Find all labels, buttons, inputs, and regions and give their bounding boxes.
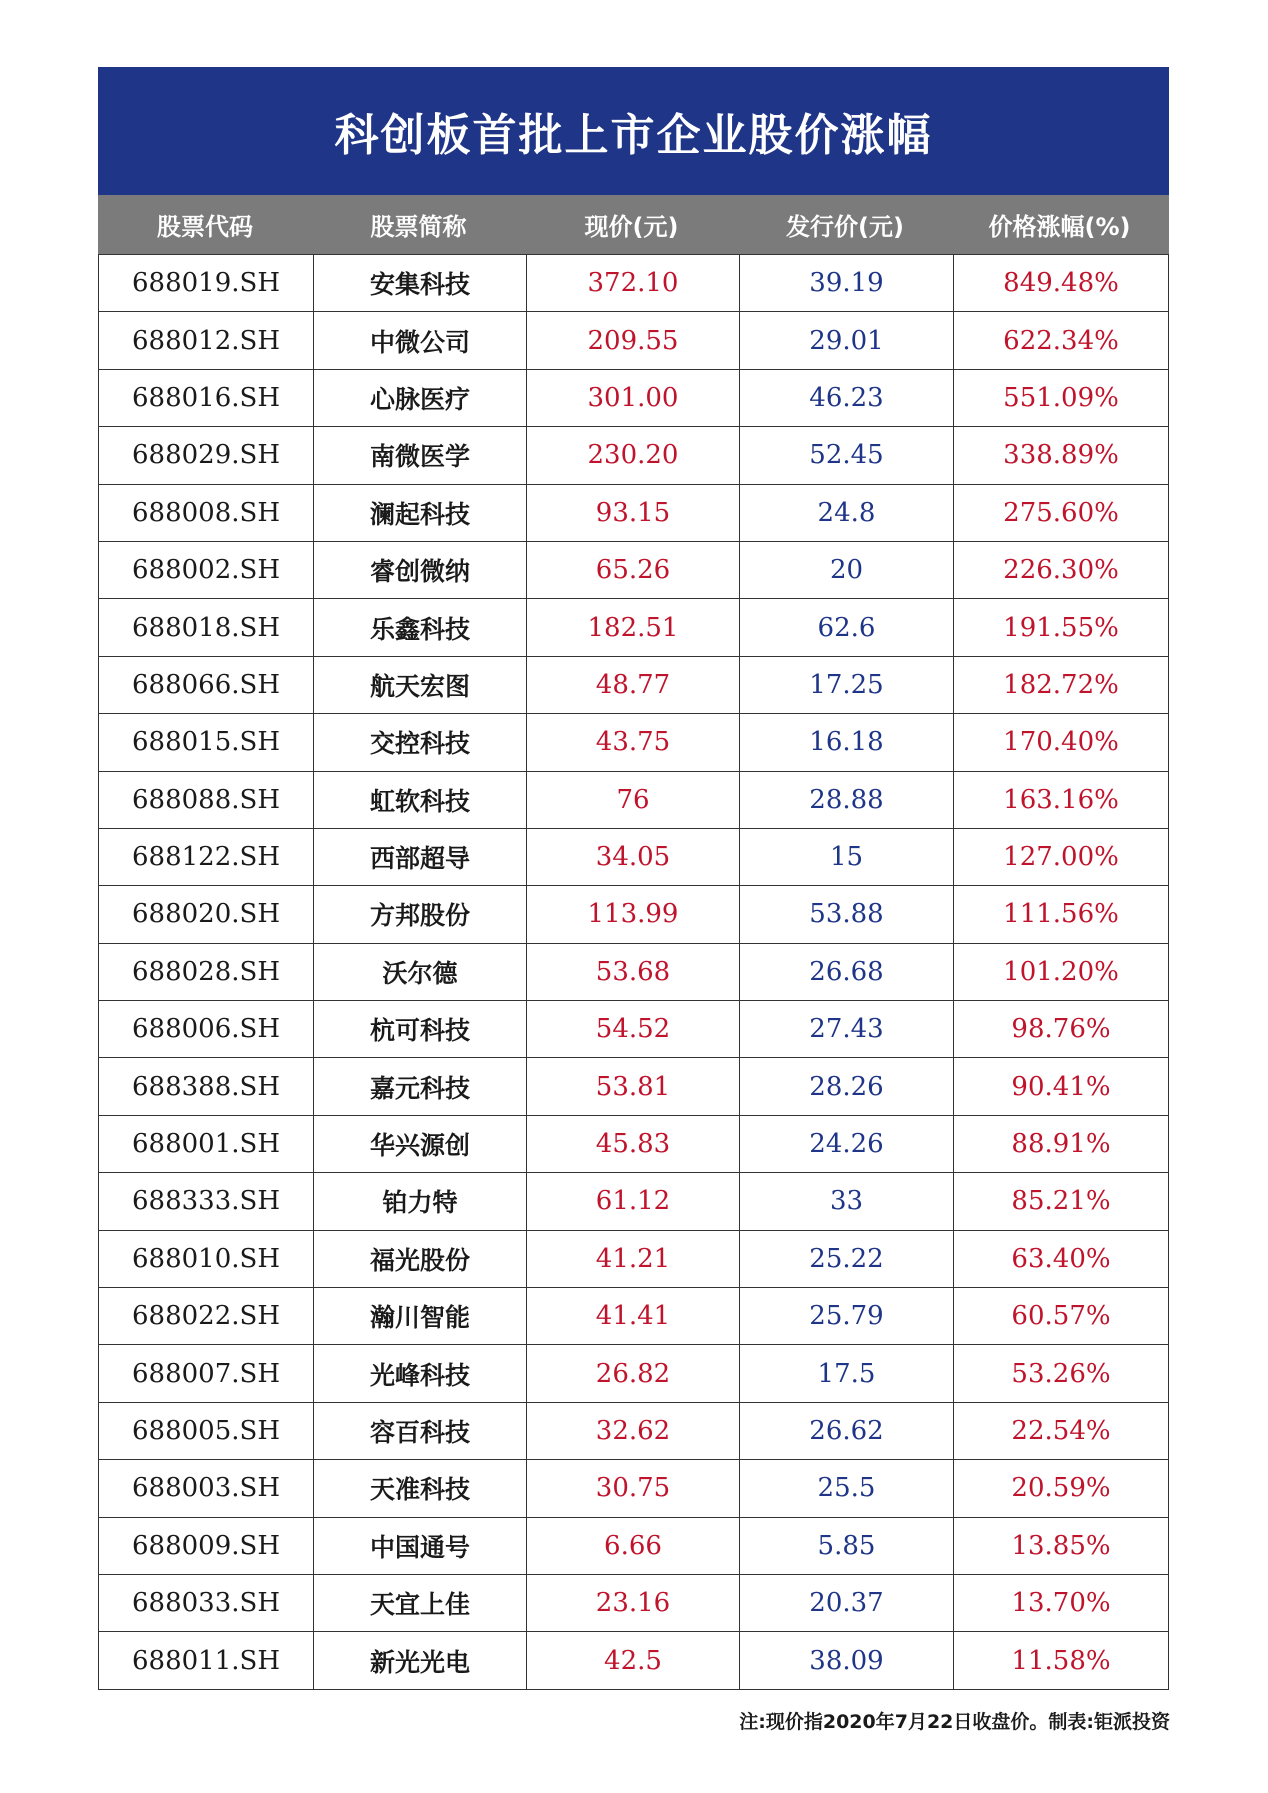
stock-name-cell: 天准科技 <box>313 1460 526 1516</box>
stock-name-cell: 嘉元科技 <box>313 1058 526 1114</box>
stock-name-cell: 新光光电 <box>313 1632 526 1688</box>
stock-code-cell: 688388.SH <box>131 1071 280 1102</box>
issue-price-cell: 24.26 <box>739 1116 953 1172</box>
stock-code-cell: 688012.SH <box>131 325 280 356</box>
stock-name-cell: 安集科技 <box>313 255 526 311</box>
table-title: 科创板首批上市企业股价涨幅 <box>98 67 1169 195</box>
issue-price-cell: 52.45 <box>739 427 953 483</box>
stock-name-cell: 铂力特 <box>313 1173 526 1229</box>
stock-code-cell: 688028.SH <box>131 956 280 987</box>
stock-name-cell: 天宜上佳 <box>313 1575 526 1631</box>
current-price-cell: 26.82 <box>526 1345 739 1401</box>
stock-name-cell: 睿创微纳 <box>313 542 526 598</box>
stock-code-cell: 688033.SH <box>131 1588 280 1619</box>
current-price-cell: 65.26 <box>526 542 739 598</box>
current-price-cell: 301.00 <box>526 370 739 426</box>
stock-code-cell: 688003.SH <box>131 1473 280 1504</box>
current-price-cell: 93.15 <box>526 485 739 541</box>
table-row <box>99 254 1168 311</box>
price-change-cell: 191.55% <box>953 599 1168 655</box>
table-row <box>99 426 1168 483</box>
table-body <box>98 254 1169 1690</box>
table-row <box>99 1000 1168 1057</box>
table-row <box>99 1574 1168 1631</box>
current-price-cell: 42.5 <box>526 1632 739 1688</box>
price-change-cell: 182.72% <box>953 657 1168 713</box>
header-name: 股票简称 <box>370 213 467 241</box>
price-change-cell: 98.76% <box>953 1001 1168 1057</box>
issue-price-cell: 29.01 <box>739 312 953 368</box>
current-price-cell: 209.55 <box>526 312 739 368</box>
table-row <box>99 541 1168 598</box>
price-change-cell: 20.59% <box>953 1460 1168 1516</box>
current-price-cell: 30.75 <box>526 1460 739 1516</box>
stock-code-cell: 688010.SH <box>131 1243 280 1274</box>
table-row <box>99 1402 1168 1459</box>
issue-price-cell: 16.18 <box>739 714 953 770</box>
issue-price-cell: 17.25 <box>739 657 953 713</box>
price-change-cell: 163.16% <box>953 772 1168 828</box>
issue-price-cell: 5.85 <box>739 1518 953 1574</box>
table-row <box>99 311 1168 368</box>
table-row <box>99 1115 1168 1172</box>
price-change-cell: 88.91% <box>953 1116 1168 1172</box>
issue-price-cell: 15 <box>739 829 953 885</box>
price-change-cell: 63.40% <box>953 1231 1168 1287</box>
issue-price-cell: 38.09 <box>739 1632 953 1688</box>
stock-code-cell: 688020.SH <box>131 899 280 930</box>
price-change-cell: 275.60% <box>953 485 1168 541</box>
stock-name-cell: 乐鑫科技 <box>313 599 526 655</box>
stock-name-cell: 福光股份 <box>313 1231 526 1287</box>
price-change-cell: 111.56% <box>953 886 1168 942</box>
stock-code-cell: 688001.SH <box>131 1129 280 1160</box>
table-row <box>99 1287 1168 1344</box>
price-change-cell: 53.26% <box>953 1345 1168 1401</box>
current-price-cell: 32.62 <box>526 1403 739 1459</box>
price-change-cell: 90.41% <box>953 1058 1168 1114</box>
stock-code-cell: 688066.SH <box>131 669 280 700</box>
table-row <box>99 713 1168 770</box>
price-change-cell: 338.89% <box>953 427 1168 483</box>
stock-name-cell: 虹软科技 <box>313 772 526 828</box>
issue-price-cell: 28.26 <box>739 1058 953 1114</box>
price-change-cell: 170.40% <box>953 714 1168 770</box>
header-code: 股票代码 <box>157 213 253 241</box>
table-row <box>99 598 1168 655</box>
stock-name-cell: 杭可科技 <box>313 1001 526 1057</box>
issue-price-cell: 25.22 <box>739 1231 953 1287</box>
stock-code-cell: 688019.SH <box>131 268 280 299</box>
current-price-cell: 23.16 <box>526 1575 739 1631</box>
issue-price-cell: 20.37 <box>739 1575 953 1631</box>
issue-price-cell: 25.79 <box>739 1288 953 1344</box>
current-price-cell: 45.83 <box>526 1116 739 1172</box>
stock-code-cell: 688029.SH <box>131 440 280 471</box>
current-price-cell: 48.77 <box>526 657 739 713</box>
stock-name-cell: 航天宏图 <box>313 657 526 713</box>
current-price-cell: 76 <box>526 772 739 828</box>
current-price-cell: 61.12 <box>526 1173 739 1229</box>
issue-price-cell: 53.88 <box>739 886 953 942</box>
table-row <box>99 885 1168 942</box>
stock-code-cell: 688007.SH <box>131 1358 280 1389</box>
table-row <box>99 1459 1168 1516</box>
issue-price-cell: 17.5 <box>739 1345 953 1401</box>
current-price-cell: 54.52 <box>526 1001 739 1057</box>
stock-table-sheet <box>98 67 1169 1690</box>
issue-price-cell: 28.88 <box>739 772 953 828</box>
price-change-cell: 85.21% <box>953 1173 1168 1229</box>
stock-code-cell: 688002.SH <box>131 555 280 586</box>
table-row <box>99 484 1168 541</box>
issue-price-cell: 39.19 <box>739 255 953 311</box>
table-row <box>99 943 1168 1000</box>
issue-price-cell: 62.6 <box>739 599 953 655</box>
current-price-cell: 182.51 <box>526 599 739 655</box>
stock-code-cell: 688333.SH <box>131 1186 280 1217</box>
stock-name-cell: 沃尔德 <box>313 944 526 1000</box>
table-row <box>99 828 1168 885</box>
stock-name-cell: 中微公司 <box>313 312 526 368</box>
stock-name-cell: 华兴源创 <box>313 1116 526 1172</box>
stock-code-cell: 688008.SH <box>131 497 280 528</box>
price-change-cell: 127.00% <box>953 829 1168 885</box>
price-change-cell: 622.34% <box>953 312 1168 368</box>
price-change-cell: 13.85% <box>953 1518 1168 1574</box>
current-price-cell: 230.20 <box>526 427 739 483</box>
price-change-cell: 11.58% <box>953 1632 1168 1688</box>
table-header <box>98 195 1169 254</box>
issue-price-cell: 27.43 <box>739 1001 953 1057</box>
price-change-cell: 849.48% <box>953 255 1168 311</box>
current-price-cell: 372.10 <box>526 255 739 311</box>
stock-code-cell: 688015.SH <box>131 727 280 758</box>
stock-code-cell: 688006.SH <box>131 1014 280 1045</box>
stock-name-cell: 澜起科技 <box>313 485 526 541</box>
table-row <box>99 1517 1168 1574</box>
price-change-cell: 101.20% <box>953 944 1168 1000</box>
current-price-cell: 41.21 <box>526 1231 739 1287</box>
current-price-cell: 43.75 <box>526 714 739 770</box>
stock-name-cell: 瀚川智能 <box>313 1288 526 1344</box>
stock-name-cell: 光峰科技 <box>313 1345 526 1401</box>
issue-price-cell: 25.5 <box>739 1460 953 1516</box>
table-row <box>99 1344 1168 1401</box>
current-price-cell: 53.81 <box>526 1058 739 1114</box>
stock-name-cell: 西部超导 <box>313 829 526 885</box>
footnote: 注:现价指2020年7月22日收盘价。制表:钜派投资 <box>739 1711 1170 1733</box>
price-change-cell: 13.70% <box>953 1575 1168 1631</box>
table-row <box>99 1172 1168 1229</box>
stock-name-cell: 交控科技 <box>313 714 526 770</box>
table-row <box>99 771 1168 828</box>
stock-name-cell: 中国通号 <box>313 1518 526 1574</box>
price-change-cell: 22.54% <box>953 1403 1168 1459</box>
issue-price-cell: 26.62 <box>739 1403 953 1459</box>
table-row <box>99 1631 1168 1688</box>
stock-name-cell: 南微医学 <box>313 427 526 483</box>
current-price-cell: 113.99 <box>526 886 739 942</box>
stock-code-cell: 688022.SH <box>131 1301 280 1332</box>
header-change: 价格涨幅(%) <box>988 213 1131 241</box>
current-price-cell: 53.68 <box>526 944 739 1000</box>
current-price-cell: 41.41 <box>526 1288 739 1344</box>
table-row <box>99 1230 1168 1287</box>
stock-code-cell: 688016.SH <box>131 382 280 413</box>
stock-code-cell: 688009.SH <box>131 1530 280 1561</box>
issue-price-cell: 46.23 <box>739 370 953 426</box>
price-change-cell: 226.30% <box>953 542 1168 598</box>
stock-code-cell: 688122.SH <box>131 842 280 873</box>
price-change-cell: 551.09% <box>953 370 1168 426</box>
header-current-price: 现价(元) <box>584 213 679 241</box>
header-issue-price: 发行价(元) <box>786 213 904 241</box>
stock-name-cell: 容百科技 <box>313 1403 526 1459</box>
table-row <box>99 369 1168 426</box>
stock-code-cell: 688018.SH <box>131 612 280 643</box>
stock-code-cell: 688011.SH <box>131 1645 280 1676</box>
table-row <box>99 656 1168 713</box>
stock-name-cell: 心脉医疗 <box>313 370 526 426</box>
stock-code-cell: 688005.SH <box>131 1416 280 1446</box>
current-price-cell: 34.05 <box>526 829 739 885</box>
price-change-cell: 60.57% <box>953 1288 1168 1344</box>
issue-price-cell: 26.68 <box>739 944 953 1000</box>
stock-name-cell: 方邦股份 <box>313 886 526 942</box>
issue-price-cell: 33 <box>739 1173 953 1229</box>
stock-code-cell: 688088.SH <box>131 784 280 815</box>
issue-price-cell: 20 <box>739 542 953 598</box>
issue-price-cell: 24.8 <box>739 485 953 541</box>
table-row <box>99 1057 1168 1114</box>
current-price-cell: 6.66 <box>526 1518 739 1574</box>
